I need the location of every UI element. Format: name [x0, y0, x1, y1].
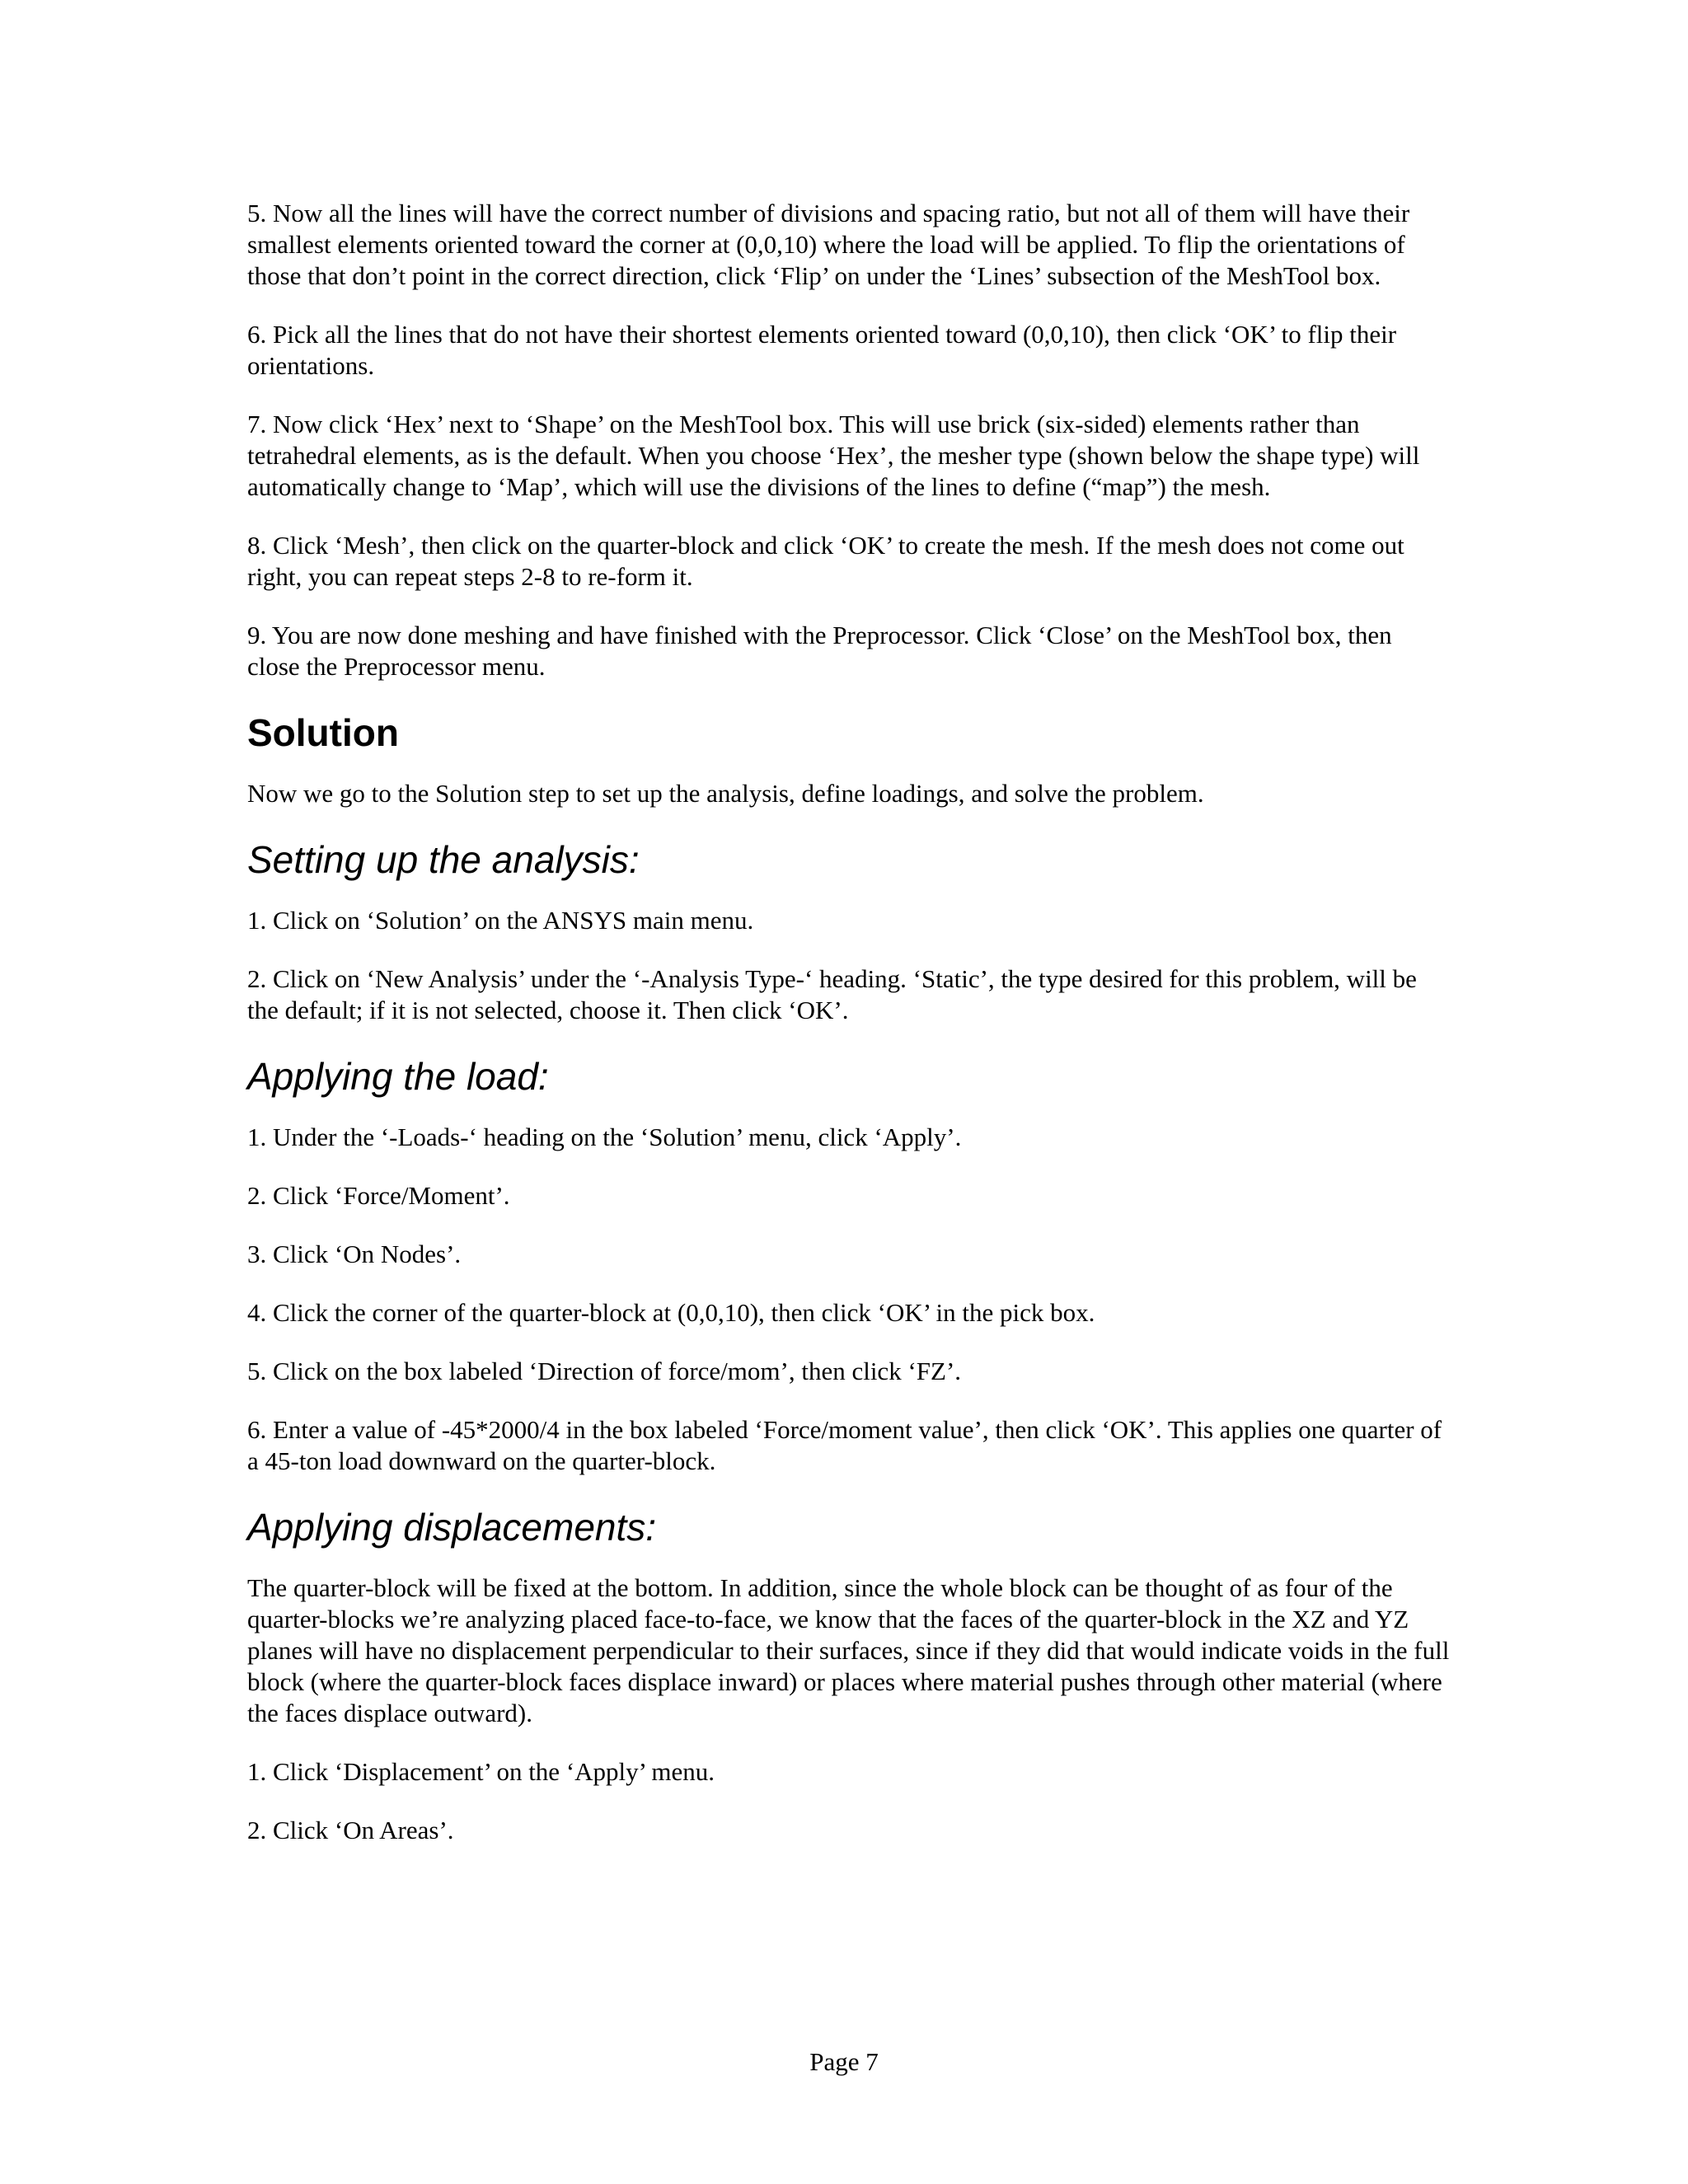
page-number: Page 7 [809, 2047, 879, 2076]
solution-intro: Now we go to the Solution step to set up the analysis, define loadings, and solve the problem. [247, 779, 1204, 808]
solution-heading: Solution [247, 711, 399, 754]
load-step-4: 4. Click the corner of the quarter-block at (0,0,10), then click ‘OK’ in the pick box. [247, 1298, 1095, 1327]
step-5-paragraph: 5. Now all the lines will have the correct number of divisions and spacing ratio, but not all of them will have their smallest elements oriented toward the corner at (0,0,10) where the load will be applied. To flip the orientations of those that don’t point in the correct direction, click ‘Flip’ on under the ‘Lines’ subsection of the MeshTool box. [247, 199, 1410, 290]
load-step-1: 1. Under the ‘-Loads-‘ heading on the ‘Solution’ menu, click ‘Apply’. [247, 1122, 962, 1151]
displacements-step-2: 2. Click ‘On Areas’. [247, 1816, 454, 1844]
load-step-6: 6. Enter a value of -45*2000/4 in the box labeled ‘Force/moment value’, then click ‘OK’. This applies one quarter of a 45-ton load downward on the quarter-block. [247, 1415, 1442, 1475]
setup-step-2: 2. Click on ‘New Analysis’ under the ‘-Analysis Type-‘ heading. ‘Static’, the type desired for this problem, will be the default; if it is not selected, choose it. Then click ‘OK’. [247, 964, 1417, 1024]
setup-step-1: 1. Click on ‘Solution’ on the ANSYS main menu. [247, 906, 754, 935]
load-step-2: 2. Click ‘Force/Moment’. [247, 1181, 510, 1210]
displacements-step-1: 1. Click ‘Displacement’ on the ‘Apply’ menu. [247, 1757, 715, 1786]
displacements-intro: The quarter-block will be fixed at the bottom. In addition, since the whole block can be thought of as four of the quarter-blocks we’re analyzing placed face-to-face, we know that the faces of the quarter-block in the XZ and YZ planes will have no displacement perpendicular to their surfaces, since if they did that would indicate voids in the full block (where the quarter-block faces displace inward) or places where material pushes through other material (where the faces displace outward). [247, 1573, 1450, 1727]
step-7-paragraph: 7. Now click ‘Hex’ next to ‘Shape’ on the MeshTool box. This will use brick (six-sided) elements rather than tetrahedral elements, as is the default. When you choose ‘Hex’, the mesher type (shown below the shape type) will automatically change to ‘Map’, which will use the divisions of the lines to define (“map”) the mesh. [247, 410, 1420, 501]
displacements-heading: Applying displacements: [247, 1506, 657, 1549]
setup-heading: Setting up the analysis: [247, 838, 640, 881]
load-step-5: 5. Click on the box labeled ‘Direction of force/mom’, then click ‘FZ’. [247, 1357, 962, 1385]
page-body [247, 198, 1451, 1873]
step-9-paragraph: 9. You are now done meshing and have finished with the Preprocessor. Click ‘Close’ on the MeshTool box, then close the Preprocessor menu. [247, 621, 1392, 681]
step-8-paragraph: 8. Click ‘Mesh’, then click on the quarter-block and click ‘OK’ to create the mesh. If the mesh does not come out right, you can repeat steps 2-8 to re-form it. [247, 531, 1404, 591]
load-heading: Applying the load: [247, 1055, 549, 1098]
load-step-3: 3. Click ‘On Nodes’. [247, 1240, 462, 1268]
step-6-paragraph: 6. Pick all the lines that do not have their shortest elements oriented toward (0,0,10), then click ‘OK’ to flip their orientations. [247, 320, 1397, 380]
